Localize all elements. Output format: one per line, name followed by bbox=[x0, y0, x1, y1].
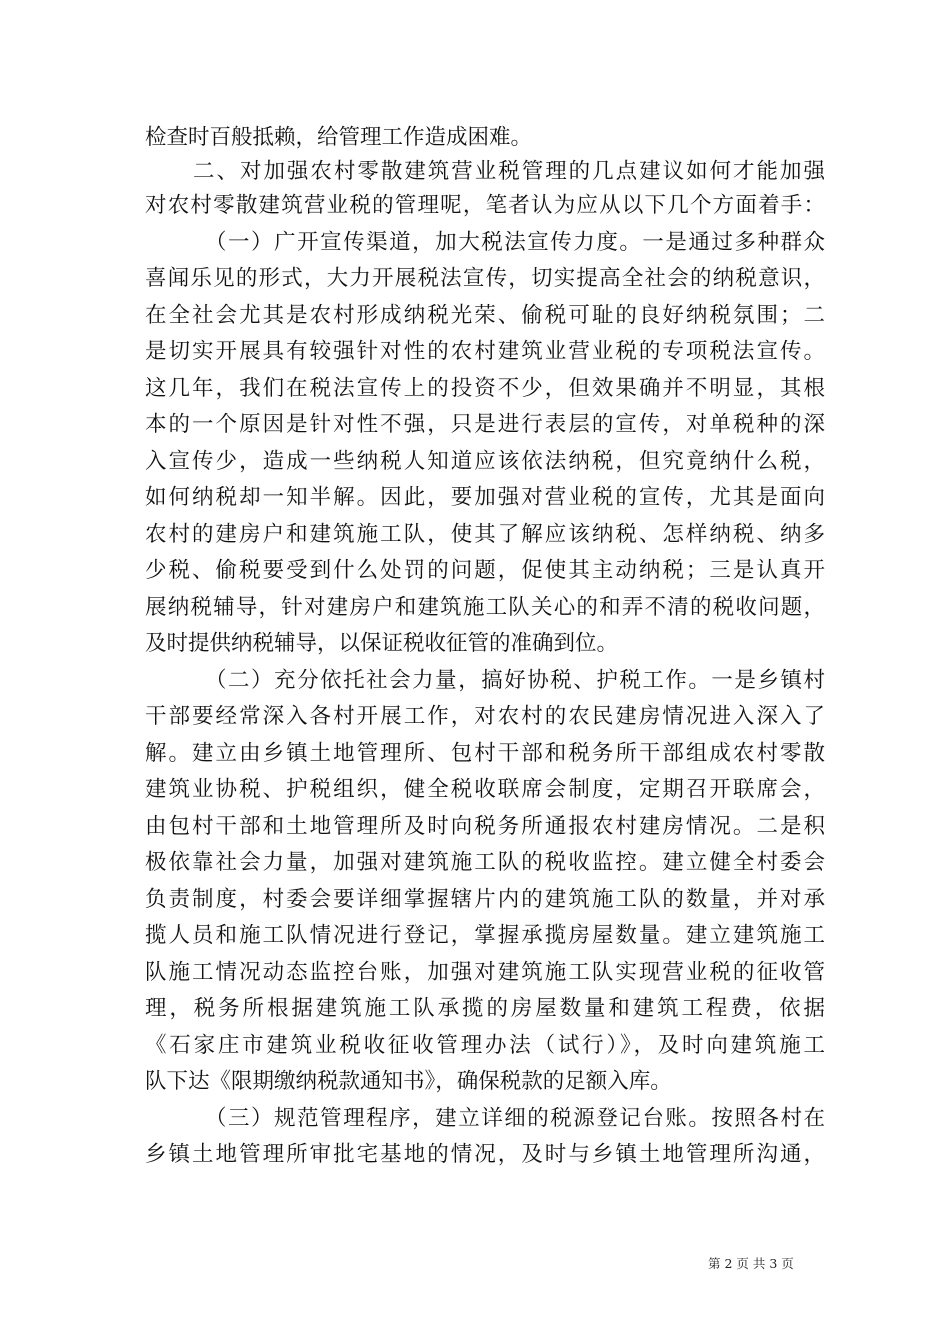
text-line: 负责制度，村委会要详细掌握辖片内的建筑施工队的数量，并对承 bbox=[145, 887, 825, 912]
section-heading-line: 二、对加强农村零散建筑营业税管理的几点建议如何才能加强 bbox=[193, 159, 825, 184]
subsection-heading-line: （二）充分依托社会力量，搞好协税、护税工作。一是乡镇村 bbox=[205, 668, 825, 693]
text-line: 是切实开展具有较强针对性的农村建筑业营业税的专项税法宣传。 bbox=[145, 339, 825, 364]
text-line: 农村的建房户和建筑施工队，使其了解应该纳税、怎样纳税、纳多 bbox=[145, 522, 825, 547]
text-line: 干部要经常深入各村开展工作，对农村的农民建房情况进入深入了 bbox=[145, 704, 825, 729]
text-line: 检查时百般抵赖，给管理工作造成困难。 bbox=[145, 125, 533, 150]
text-line: 极依靠社会力量，加强对建筑施工队的税收监控。建立健全村委会 bbox=[145, 850, 825, 875]
subsection-heading-line: （三）规范管理程序，建立详细的税源登记台账。按照各村在 bbox=[205, 1106, 825, 1131]
text-line: 揽人员和施工队情况进行登记，掌握承揽房屋数量。建立建筑施工 bbox=[145, 923, 825, 948]
text-line: 由包村干部和土地管理所及时向税务所通报农村建房情况。二是积 bbox=[145, 814, 825, 839]
text-line: 这几年，我们在税法宣传上的投资不少，但效果确并不明显，其根 bbox=[145, 376, 825, 401]
text-line: 乡镇土地管理所审批宅基地的情况，及时与乡镇土地管理所沟通， bbox=[145, 1142, 825, 1167]
text-line: 本的一个原因是针对性不强，只是进行表层的宣传，对单税种的深 bbox=[145, 412, 825, 437]
subsection-heading-line: （一）广开宣传渠道，加大税法宣传力度。一是通过多种群众 bbox=[205, 230, 825, 255]
text-line: 如何纳税却一知半解。因此，要加强对营业税的宣传，尤其是面向 bbox=[145, 485, 825, 510]
text-line: 解。建立由乡镇土地管理所、包村干部和税务所干部组成农村零散 bbox=[145, 741, 825, 766]
text-line: 在全社会尤其是农村形成纳税光荣、偷税可耻的良好纳税氛围；二 bbox=[145, 303, 825, 328]
text-line: 及时提供纳税辅导，以保证税收征管的准确到位。 bbox=[145, 631, 619, 656]
page-number: 第 2 页 共 3 页 bbox=[708, 1256, 794, 1271]
text-line: 队施工情况动态监控台账，加强对建筑施工队实现营业税的征收管 bbox=[145, 960, 825, 985]
text-line: 队下达《限期缴纳税款通知书》，确保税款的足额入库。 bbox=[145, 1069, 672, 1094]
text-line: 喜闻乐见的形式，大力开展税法宣传，切实提高全社会的纳税意识， bbox=[145, 266, 825, 291]
text-line: 少税、偷税要受到什么处罚的问题，促使其主动纳税；三是认真开 bbox=[145, 558, 825, 583]
text-line: 理，税务所根据建筑施工队承揽的房屋数量和建筑工程费，依据 bbox=[145, 996, 825, 1021]
text-line: 展纳税辅导，针对建房户和建筑施工队关心的和弄不清的税收问题， bbox=[145, 595, 825, 620]
text-line: 《石家庄市建筑业税收征收管理办法（试行）》，及时向建筑施工 bbox=[145, 1033, 825, 1058]
text-line: 对农村零散建筑营业税的管理呢，笔者认为应从以下几个方面着手： bbox=[145, 193, 825, 218]
text-line: 入宣传少，造成一些纳税人知道应该依法纳税，但究竟纳什么税， bbox=[145, 449, 825, 474]
text-line: 建筑业协税、护税组织，健全税收联席会制度，定期召开联席会， bbox=[145, 777, 825, 802]
